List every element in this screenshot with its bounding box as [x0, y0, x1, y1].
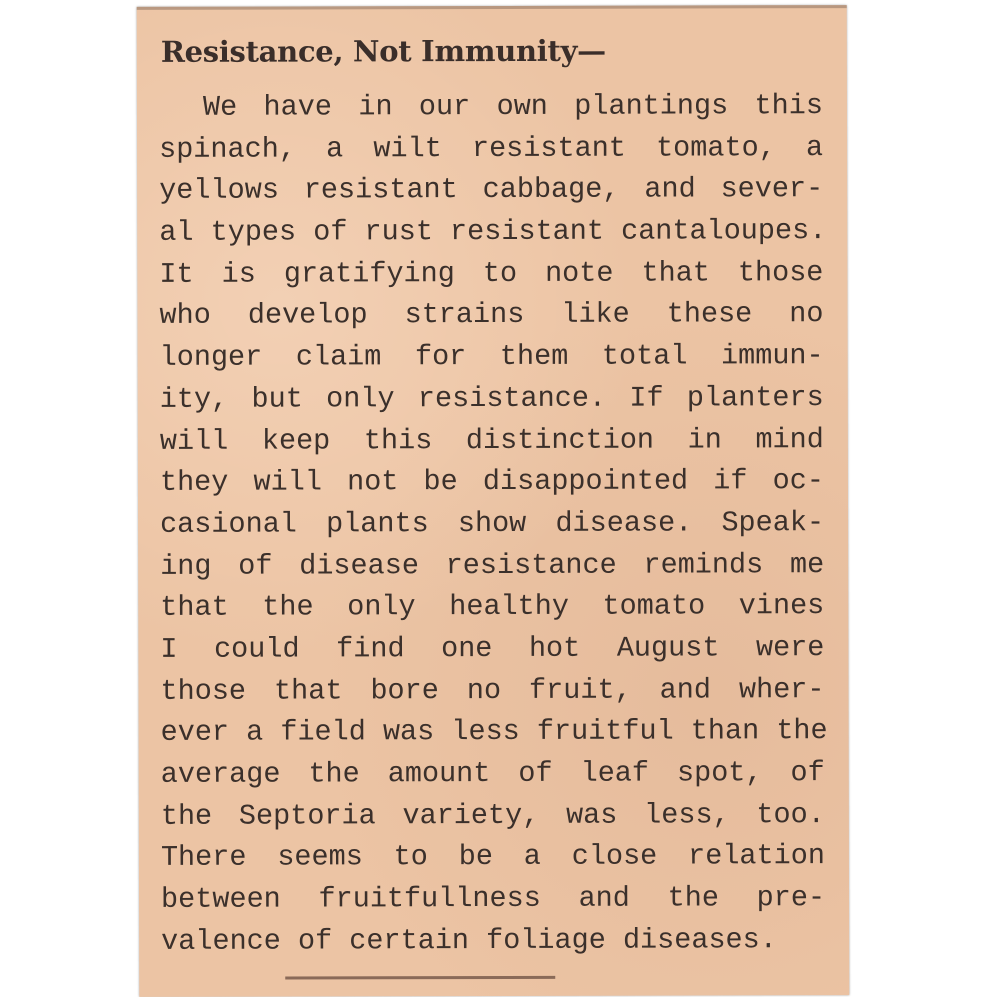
text-line: who develop strains like these no [159, 297, 824, 333]
article-body [159, 85, 828, 962]
text-line: al types of rust resistant cantaloupes. [159, 214, 827, 249]
text-line: spinach, a wilt resistant tomato, a [159, 130, 824, 166]
newspaper-clipping [137, 5, 850, 997]
text-line: the Septoria variety, was less, too. [160, 797, 825, 833]
text-line: ever a field was less fruitful than the [160, 714, 828, 750]
text-line: will keep this distinction in mind [159, 422, 824, 458]
text-line: they will not be disappointed if oc- [159, 464, 824, 500]
text-line: average the amount of leaf spot, of [160, 756, 825, 791]
text-line: It is gratifying to note that those [159, 255, 824, 291]
text-line: valence of certain foliage diseases. [161, 923, 777, 958]
text-line: casional plants show disease. Speak- [160, 506, 825, 541]
text-line: I could find one hot August were [160, 631, 825, 666]
text-line: There seems to be a close relation [160, 839, 825, 875]
headline: Resistance, Not Immunity— [160, 33, 606, 69]
text-line: ing of disease resistance reminds me [160, 547, 825, 583]
text-line: that the only healthy tomato vines [160, 589, 825, 625]
text-line: longer claim for them total immun- [159, 339, 824, 374]
text-line: between fruitfullness and the pre- [160, 881, 826, 916]
text-line: yellows resistant cabbage, and sever- [159, 172, 824, 208]
text-line: ity, but only resistance. If planters [159, 380, 824, 416]
text-line: those that bore no fruit, and wher- [160, 672, 825, 708]
text-line: We have in our own plantings this [202, 89, 824, 124]
column-rule [285, 976, 555, 980]
